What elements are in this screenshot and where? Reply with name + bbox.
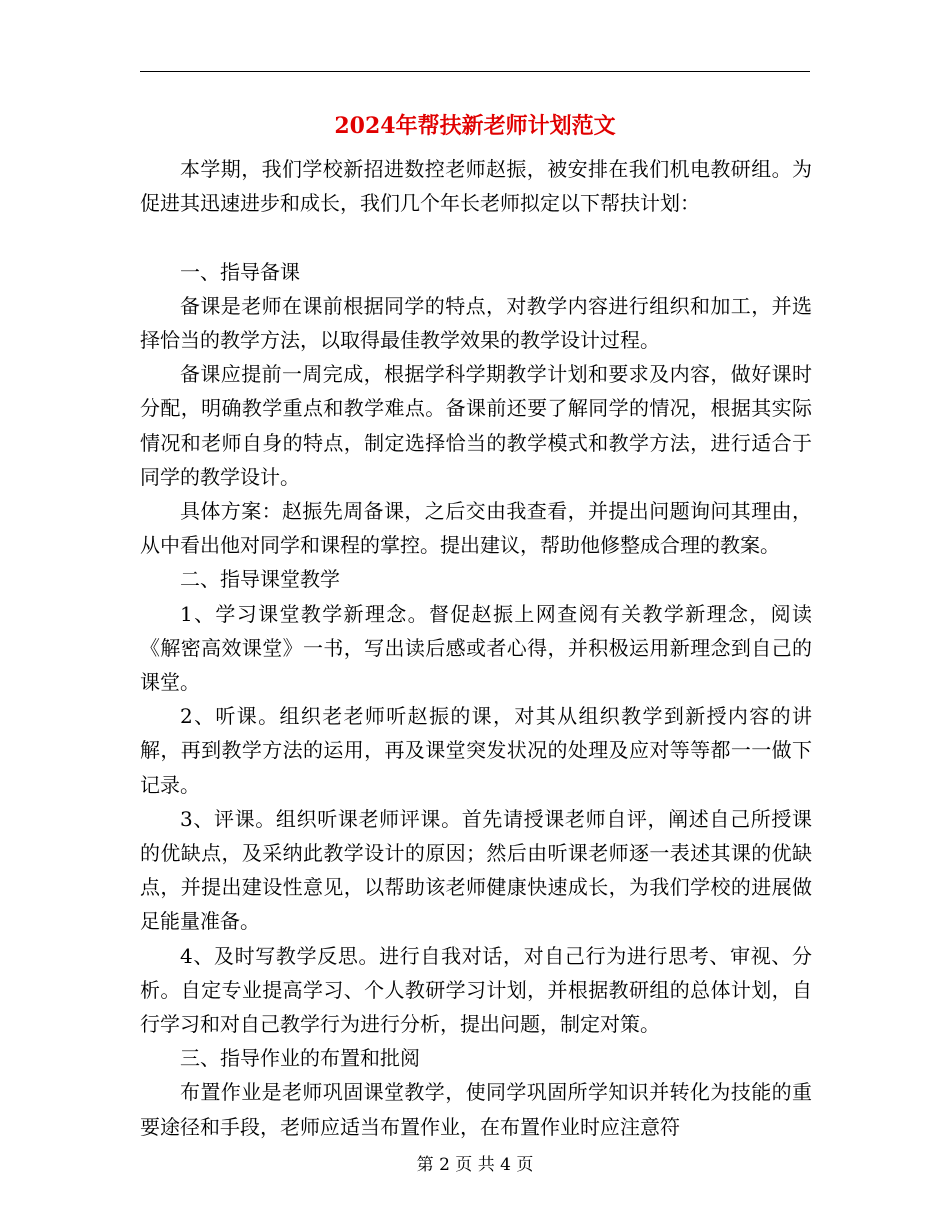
paragraph: 2、听课。组织老老师听赵振的课，对其从组织教学到新授内容的讲解，再到教学方法的运用，再及课堂突发状况的处理及应对等等都一一做下记录。: [140, 704, 812, 797]
paragraph: 具体方案：赵振先周备课，之后交由我查看，并提出问题询问其理由，从中看出他对同学和课程的掌控。提出建议，帮助他修整成合理的教案。: [140, 499, 812, 558]
paragraph: 备课是老师在课前根据同学的特点，对教学内容进行组织和加工，并选择恰当的教学方法，以取得最佳教学效果的教学设计过程。: [140, 293, 812, 352]
section-heading-1: 一、指导备课: [180, 259, 300, 284]
paragraph: 备课应提前一周完成，根据学科学期教学计划和要求及内容，做好课时分配，明确教学重点和教学难点。备课前还要了解同学的情况，根据其实际情况和老师自身的特点，制定选择恰当的教学模式和教学方法，进行适合于同学的教学设计。: [140, 362, 812, 489]
page-number: 第 2 页 共 4 页: [416, 1155, 534, 1175]
document-title: 2024年帮扶新老师计划范文: [334, 113, 616, 139]
paragraph: 1、学习课堂教学新理念。督促赵振上网查阅有关教学新理念，阅读《解密高效课堂》一书，写出读后感或者心得，并积极运用新理念到自己的课堂。: [140, 601, 812, 695]
section-heading-2: 二、指导课堂教学: [180, 567, 340, 592]
document-body: [140, 152, 812, 1144]
section-heading-3: 三、指导作业的布置和批阅: [180, 1046, 420, 1071]
paragraph: 4、及时写教学反思。进行自我对话，对自己行为进行思考、审视、分析。自定专业提高学习、个人教研学习计划，并根据教研组的总体计划，自行学习和对自己教学行为进行分析，提出问题，制定对策。: [140, 943, 812, 1037]
blank-line: [140, 220, 812, 254]
paragraph: 布置作业是老师巩固课堂教学，使同学巩固所学知识并转化为技能的重要途径和手段，老师应适当布置作业，在布置作业时应注意符: [140, 1080, 812, 1139]
paragraph: 3、评课。组织听课老师评课。首先请授课老师自评，阐述自己所授课的优缺点，及采纳此教学设计的原因；然后由听课老师逐一表述其课的优缺点，并提出建设性意见，以帮助该老师健康快速成长，为我们学校的进展做足能量准备。: [140, 806, 812, 934]
paragraph-intro: 本学期，我们学校新招进数控老师赵振，被安排在我们机电教研组。为促进其迅速进步和成长，我们几个年长老师拟定以下帮扶计划：: [140, 157, 812, 216]
header-rule: [140, 71, 810, 72]
